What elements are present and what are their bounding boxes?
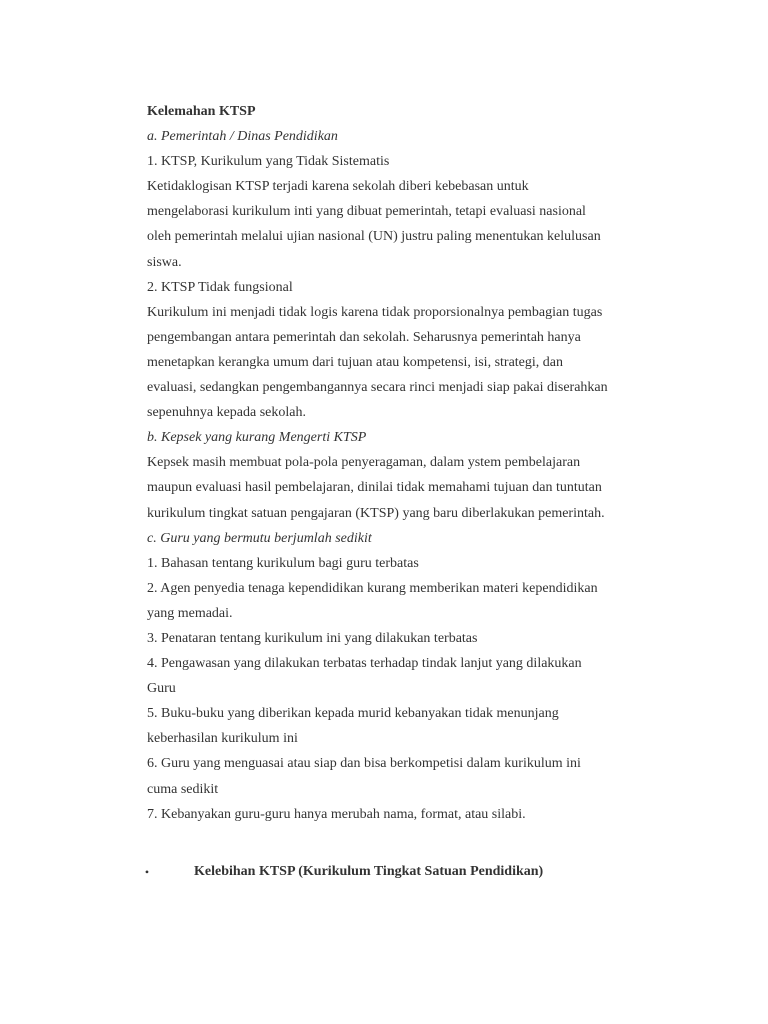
section-b-title: b. Kepsek yang kurang Mengerti KTSP — [147, 430, 367, 446]
list-item-line: 4. Pengawasan yang dilakukan terbatas terhadap tindak lanjut yang dilakukan — [147, 656, 582, 672]
paragraph-line: pengembangan antara pemerintah dan sekolah. Seharusnya pemerintah hanya — [147, 329, 581, 345]
paragraph-line: sepenuhnya kepada sekolah. — [147, 405, 306, 421]
paragraph-line: siswa. — [147, 254, 182, 270]
paragraph-line: mengelaborasi kurikulum inti yang dibuat pemerintah, tetapi evaluasi nasional — [147, 204, 586, 220]
document-heading: Kelemahan KTSP — [147, 104, 256, 119]
list-item-line: 2. Agen penyedia tenaga kependidikan kurang memberikan materi kependidikan — [147, 580, 598, 596]
paragraph-line: Kepsek masih membuat pola-pola penyeragaman, dalam ystem pembelajaran — [147, 455, 581, 471]
list-item-line: 5. Buku-buku yang diberikan kepada murid kebanyakan tidak menunjang — [147, 706, 559, 722]
list-item-line: Guru — [147, 681, 176, 697]
document-body — [147, 99, 677, 827]
section-a-title: a. Pemerintah / Dinas Pendidikan — [147, 129, 338, 145]
bullet-list-item — [140, 859, 700, 885]
list-item-line: 1. Bahasan tentang kurikulum bagi guru terbatas — [147, 555, 419, 571]
paragraph-line: oleh pemerintah melalui ujian nasional (UN) justru paling menentukan kelulusan — [147, 229, 601, 245]
list-item-line: 7. Kebanyakan guru-guru hanya merubah nama, format, atau silabi. — [147, 806, 526, 822]
paragraph-line: Kurikulum ini menjadi tidak logis karena tidak proporsionalnya pembagian tugas — [147, 304, 603, 320]
list-item-line: 6. Guru yang menguasai atau siap dan bisa berkompetisi dalam kurikulum ini — [147, 756, 581, 772]
paragraph-line: Ketidaklogisan KTSP terjadi karena sekolah diberi kebebasan untuk — [147, 179, 529, 195]
section-c-title: c. Guru yang bermutu berjumlah sedikit — [147, 530, 372, 546]
section-a-item2-title: 2. KTSP Tidak fungsional — [147, 279, 293, 295]
bullet-heading: Kelebihan KTSP (Kurikulum Tingkat Satuan Pendidikan) — [194, 864, 544, 879]
list-item-line: keberhasilan kurikulum ini — [147, 731, 298, 747]
list-item-line: yang memadai. — [147, 605, 233, 621]
paragraph-line: maupun evaluasi hasil pembelajaran, dinilai tidak memahami tujuan dan tuntutan — [147, 480, 602, 496]
list-item-line: cuma sedikit — [147, 781, 219, 797]
bullet-icon: • — [144, 865, 150, 879]
list-item-line: 3. Penataran tentang kurikulum ini yang dilakukan terbatas — [147, 630, 478, 646]
paragraph-line: kurikulum tingkat satuan pengajaran (KTSP) yang baru diberlakukan pemerintah. — [147, 505, 605, 521]
paragraph-line: evaluasi, sedangkan pengembangannya secara rinci menjadi siap pakai diserahkan — [147, 380, 608, 396]
paragraph-line: menetapkan kerangka umum dari tujuan atau kompetensi, isi, strategi, dan — [147, 354, 563, 370]
section-a-item1-title: 1. KTSP, Kurikulum yang Tidak Sistematis — [147, 154, 390, 170]
